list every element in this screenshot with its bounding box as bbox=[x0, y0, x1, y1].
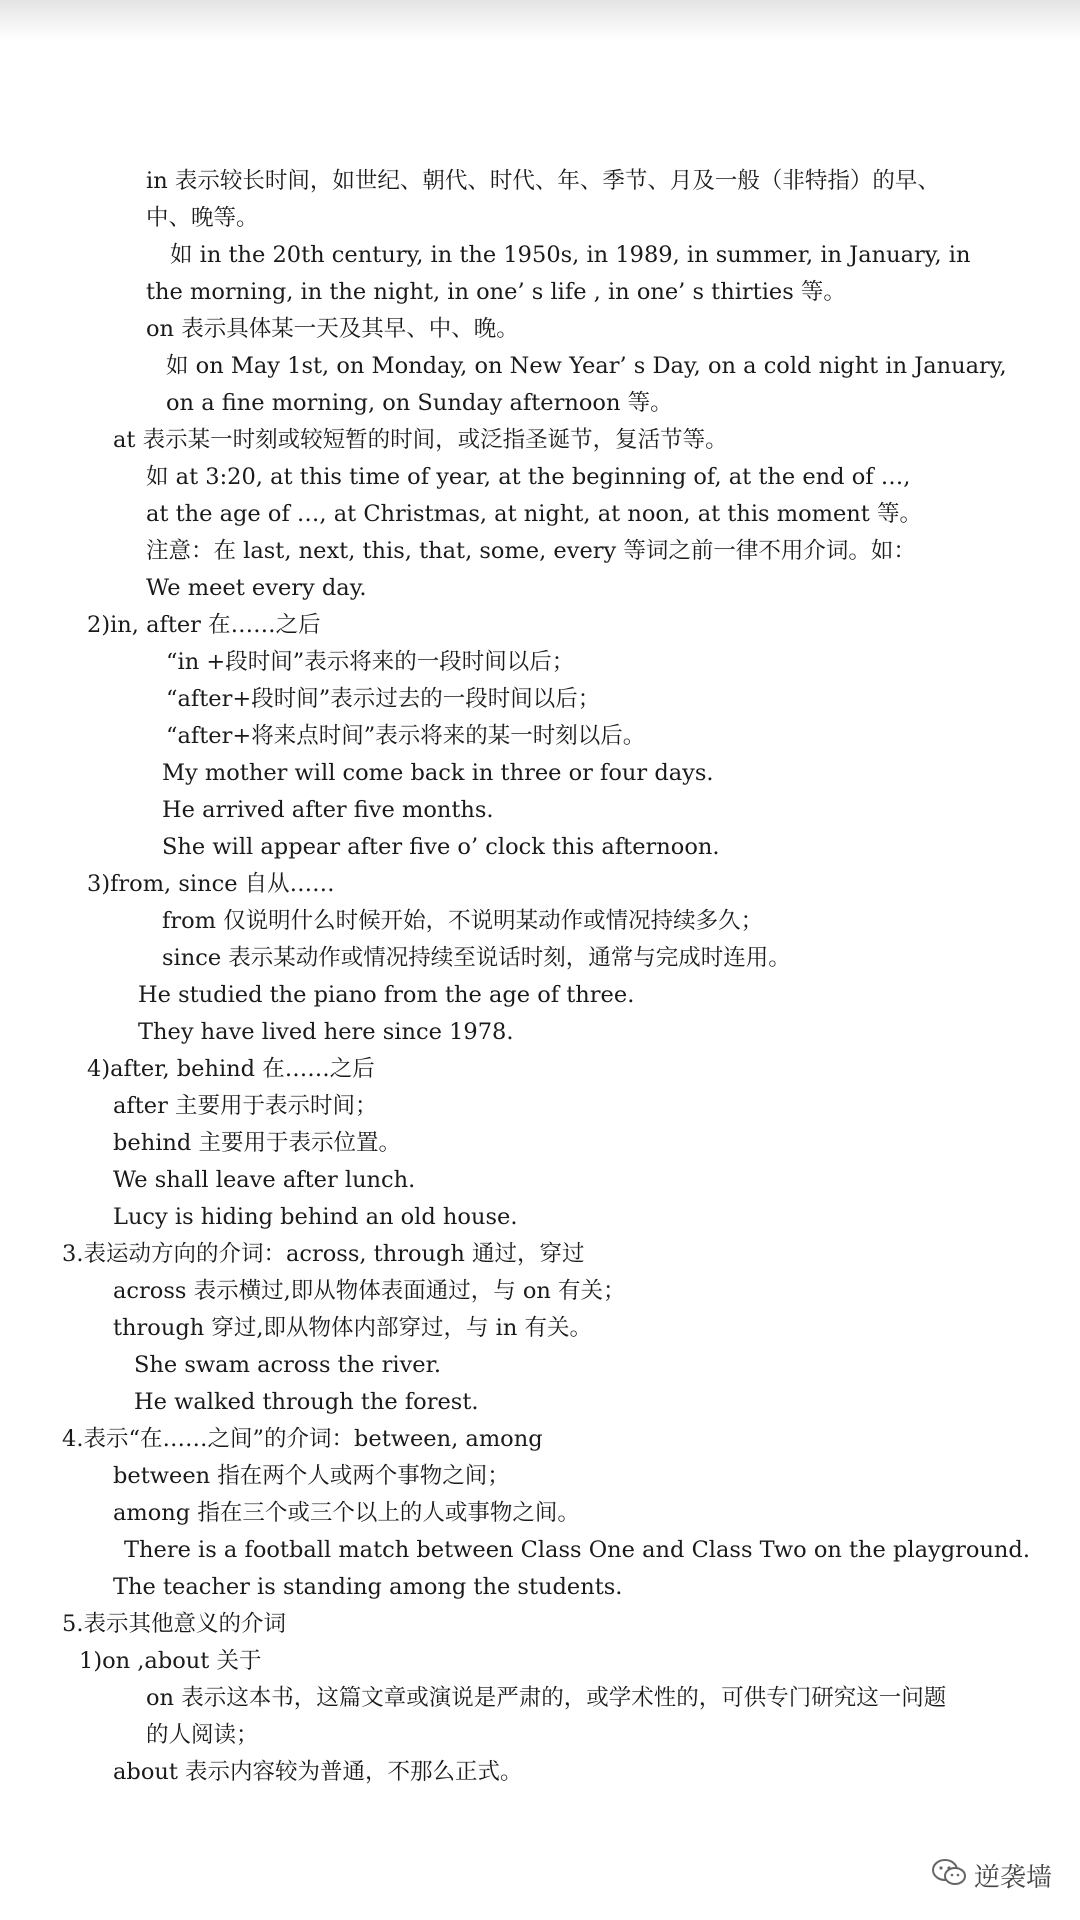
text-line: behind 主要用于表示位置。 bbox=[113, 1130, 401, 1156]
text-line: We meet every day. bbox=[146, 575, 367, 601]
text-line: My mother will come back in three or four days. bbox=[162, 760, 714, 786]
text-line: 3)from, since 自从…… bbox=[87, 871, 335, 897]
text-line: 4.表示“在……之间”的介词：between, among bbox=[62, 1426, 543, 1452]
text-line: 1)on ,about 关于 bbox=[79, 1648, 262, 1674]
text-line: after 主要用于表示时间； bbox=[113, 1093, 378, 1119]
text-line: She will appear after five o’ clock this afternoon. bbox=[162, 834, 720, 860]
text-line: at 表示某一时刻或较短暂的时间，或泛指圣诞节，复活节等。 bbox=[113, 427, 728, 453]
text-line: They have lived here since 1978. bbox=[138, 1019, 514, 1045]
text-line: between 指在两个人或两个事物之间； bbox=[113, 1463, 510, 1489]
text-line: 3.表运动方向的介词：across, through 通过，穿过 bbox=[62, 1241, 585, 1267]
text-line: about 表示内容较为普通，不那么正式。 bbox=[113, 1759, 523, 1785]
text-line: 注意：在 last, next, this, that, some, every 等词之前一律不用介词。如： bbox=[146, 538, 916, 564]
text-line: from 仅说明什么时候开始，不说明某动作或情况持续多久； bbox=[162, 908, 764, 934]
text-line: 如 on May 1st, on Monday, on New Year’ s Day, on a cold night in January, bbox=[166, 353, 1007, 379]
text-line: 的人阅读； bbox=[146, 1722, 259, 1748]
watermark-text: 逆袭墙 bbox=[974, 1862, 1053, 1893]
text-line: 5.表示其他意义的介词 bbox=[62, 1611, 286, 1637]
text-line: He arrived after five months. bbox=[162, 797, 494, 823]
text-line: on a fine morning, on Sunday afternoon 等。 bbox=[166, 390, 673, 416]
text-line: 如 in the 20th century, in the 1950s, in 1989, in summer, in January, in bbox=[170, 242, 971, 268]
text-line: 2)in, after 在……之后 bbox=[87, 612, 321, 638]
text-line: She swam across the river. bbox=[134, 1352, 442, 1378]
text-line: He studied the piano from the age of three. bbox=[138, 982, 635, 1008]
top-shadow-bar bbox=[0, 0, 1080, 40]
text-line: The teacher is standing among the students. bbox=[113, 1574, 623, 1600]
text-line: across 表示横过,即从物体表面通过，与 on 有关； bbox=[113, 1278, 626, 1304]
text-line: in 表示较长时间，如世纪、朝代、时代、年、季节、月及一般（非特指）的早、 bbox=[146, 168, 940, 194]
text-line: “after+段时间”表示过去的一段时间以后； bbox=[166, 686, 601, 712]
text-line: the morning, in the night, in one’ s life , in one’ s thirties 等。 bbox=[146, 279, 846, 305]
text-line: on 表示这本书，这篇文章或演说是严肃的，或学术性的，可供专门研究这一问题 bbox=[146, 1685, 947, 1711]
text-line: We shall leave after lunch. bbox=[113, 1167, 416, 1193]
text-line: “after+将来点时间”表示将来的某一时刻以后。 bbox=[166, 723, 646, 749]
text-line: Lucy is hiding behind an old house. bbox=[113, 1204, 518, 1230]
text-line: since 表示某动作或情况持续至说话时刻，通常与完成时连用。 bbox=[162, 945, 791, 971]
text-line: There is a football match between Class One and Class Two on the playground. bbox=[124, 1537, 1030, 1563]
text-line: on 表示具体某一天及其早、中、晚。 bbox=[146, 316, 519, 342]
text-line: 如 at 3:20, at this time of year, at the beginning of, at the end of …, bbox=[146, 464, 911, 490]
text-line: 中、晚等。 bbox=[146, 205, 259, 231]
text-line: He walked through the forest. bbox=[134, 1389, 479, 1415]
text-line: at the age of …, at Christmas, at night, at noon, at this moment 等。 bbox=[146, 501, 922, 527]
text-line: 4)after, behind 在……之后 bbox=[87, 1056, 375, 1082]
text-line: through 穿过,即从物体内部穿过，与 in 有关。 bbox=[113, 1315, 593, 1341]
wechat-icon bbox=[930, 1857, 968, 1894]
watermark bbox=[930, 1858, 1052, 1892]
text-line: “in +段时间”表示将来的一段时间以后； bbox=[166, 649, 575, 675]
text-line: among 指在三个或三个以上的人或事物之间。 bbox=[113, 1500, 580, 1526]
